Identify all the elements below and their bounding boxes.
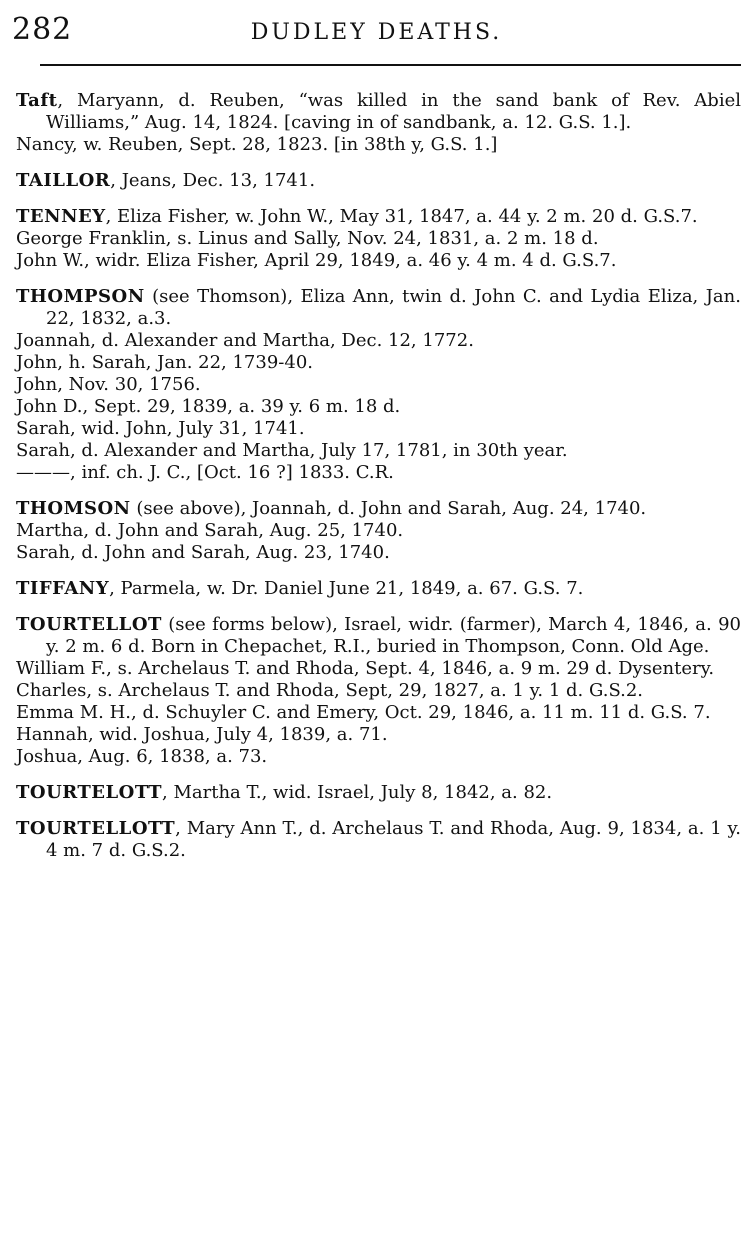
surname-heading: TOURTELLOTT xyxy=(16,818,176,839)
death-entry xyxy=(16,90,741,134)
death-entry xyxy=(16,250,741,272)
death-entry xyxy=(16,520,741,542)
death-record-list xyxy=(16,90,741,876)
separator: , xyxy=(105,206,118,227)
death-entry xyxy=(16,134,741,156)
death-entry xyxy=(16,170,741,192)
death-entry xyxy=(16,440,741,462)
death-entry xyxy=(16,498,741,520)
surname-heading: THOMSON xyxy=(16,498,131,519)
surname-heading: TOURTELLOT xyxy=(16,614,162,635)
surname-heading: THOMPSON xyxy=(16,286,145,307)
surname-group xyxy=(16,286,741,484)
surname-group xyxy=(16,90,741,156)
surname-group xyxy=(16,818,741,862)
entry-text: (see Thomson), Eliza Ann, twin d. John C. and Lydia Eliza, Jan. 22, 1832, a.3. xyxy=(46,286,741,329)
surname-heading: TAILLOR xyxy=(16,170,111,191)
entry-text: John, h. Sarah, Jan. 22, 1739-40. xyxy=(16,352,313,373)
separator: , xyxy=(110,170,122,191)
entry-text: Mary Ann T., d. Archelaus T. and Rhoda, Aug. 9, 1834, a. 1 y. 4 m. 7 d. G.S.2. xyxy=(46,818,741,861)
entry-text: Martha T., wid. Israel, July 8, 1842, a. 82. xyxy=(173,782,553,803)
entry-text: Maryann, d. Reuben, “was killed in the sand bank of Rev. Abiel Williams,” Aug. 14, 1824. [caving in of sandbank, a. 12. G.S. 1.]. xyxy=(46,90,741,133)
entry-text: Sarah, d. Alexander and Martha, July 17, 1781, in 30th year. xyxy=(16,440,568,461)
separator: , xyxy=(109,578,121,599)
death-entry xyxy=(16,352,741,374)
death-entry xyxy=(16,782,741,804)
entry-text: John, Nov. 30, 1756. xyxy=(16,374,201,395)
death-entry xyxy=(16,658,741,680)
separator: , xyxy=(162,782,174,803)
death-entry xyxy=(16,746,741,768)
death-entry xyxy=(16,680,741,702)
header-rule xyxy=(40,64,741,66)
death-entry xyxy=(16,578,741,600)
surname-heading: TIFFANY xyxy=(16,578,110,599)
death-entry xyxy=(16,418,741,440)
death-entry xyxy=(16,702,741,724)
entry-text: ———, inf. ch. J. C., [Oct. 16 ?] 1833. C.R. xyxy=(16,462,394,483)
surname-group xyxy=(16,782,741,804)
entry-text: (see forms below), Israel, widr. (farmer), March 4, 1846, a. 90 y. 2 m. 6 d. Born in Chepachet, R.I., buried in Thompson, Conn. Old Age. xyxy=(46,614,741,657)
entry-text: Joannah, d. Alexander and Martha, Dec. 12, 1772. xyxy=(16,330,474,351)
surname-group xyxy=(16,498,741,564)
death-entry xyxy=(16,396,741,418)
surname-heading: Taft xyxy=(16,90,58,111)
surname-heading: TOURTELOTT xyxy=(16,782,163,803)
death-entry xyxy=(16,330,741,352)
surname-group xyxy=(16,578,741,600)
death-entry xyxy=(16,374,741,396)
entry-text: (see above), Joannah, d. John and Sarah, Aug. 24, 1740. xyxy=(136,498,647,519)
entry-text: John W., widr. Eliza Fisher, April 29, 1849, a. 46 y. 4 m. 4 d. G.S.7. xyxy=(16,250,617,271)
entry-text: Martha, d. John and Sarah, Aug. 25, 1740. xyxy=(16,520,404,541)
surname-group xyxy=(16,206,741,272)
entry-text: Joshua, Aug. 6, 1838, a. 73. xyxy=(16,746,268,767)
separator: , xyxy=(57,90,77,111)
entry-text: Parmela, w. Dr. Daniel June 21, 1849, a. 67. G.S. 7. xyxy=(120,578,584,599)
death-entry xyxy=(16,724,741,746)
separator: , xyxy=(175,818,187,839)
entry-text: Jeans, Dec. 13, 1741. xyxy=(121,170,316,191)
death-entry xyxy=(16,206,741,228)
running-head-title: DUDLEY DEATHS. xyxy=(250,20,503,45)
entry-text: John D., Sept. 29, 1839, a. 39 y. 6 m. 18 d. xyxy=(16,396,401,417)
entry-text: Hannah, wid. Joshua, July 4, 1839, a. 71. xyxy=(16,724,388,745)
surname-group xyxy=(16,170,741,192)
entry-text: Sarah, wid. John, July 31, 1741. xyxy=(16,418,305,439)
death-entry xyxy=(16,286,741,330)
death-entry xyxy=(16,818,741,862)
separator xyxy=(145,286,152,307)
death-entry xyxy=(16,462,741,484)
entry-text: William F., s. Archelaus T. and Rhoda, Sept. 4, 1846, a. 9 m. 29 d. Dysentery. xyxy=(16,658,715,679)
entry-text: Charles, s. Archelaus T. and Rhoda, Sept, 29, 1827, a. 1 y. 1 d. G.S.2. xyxy=(16,680,644,701)
page-header xyxy=(12,12,741,52)
surname-group xyxy=(16,614,741,768)
surname-heading: TENNEY xyxy=(16,206,106,227)
entry-text: Sarah, d. John and Sarah, Aug. 23, 1740. xyxy=(16,542,390,563)
entry-text: George Franklin, s. Linus and Sally, Nov. 24, 1831, a. 2 m. 18 d. xyxy=(16,228,599,249)
entry-text: Eliza Fisher, w. John W., May 31, 1847, a. 44 y. 2 m. 20 d. G.S.7. xyxy=(117,206,698,227)
page-number: 282 xyxy=(12,12,73,47)
entry-text: Nancy, w. Reuben, Sept. 28, 1823. [in 38th y, G.S. 1.] xyxy=(16,134,498,155)
death-entry xyxy=(16,614,741,658)
entry-text: Emma M. H., d. Schuyler C. and Emery, Oct. 29, 1846, a. 11 m. 11 d. G.S. 7. xyxy=(16,702,711,723)
death-entry xyxy=(16,228,741,250)
death-entry xyxy=(16,542,741,564)
